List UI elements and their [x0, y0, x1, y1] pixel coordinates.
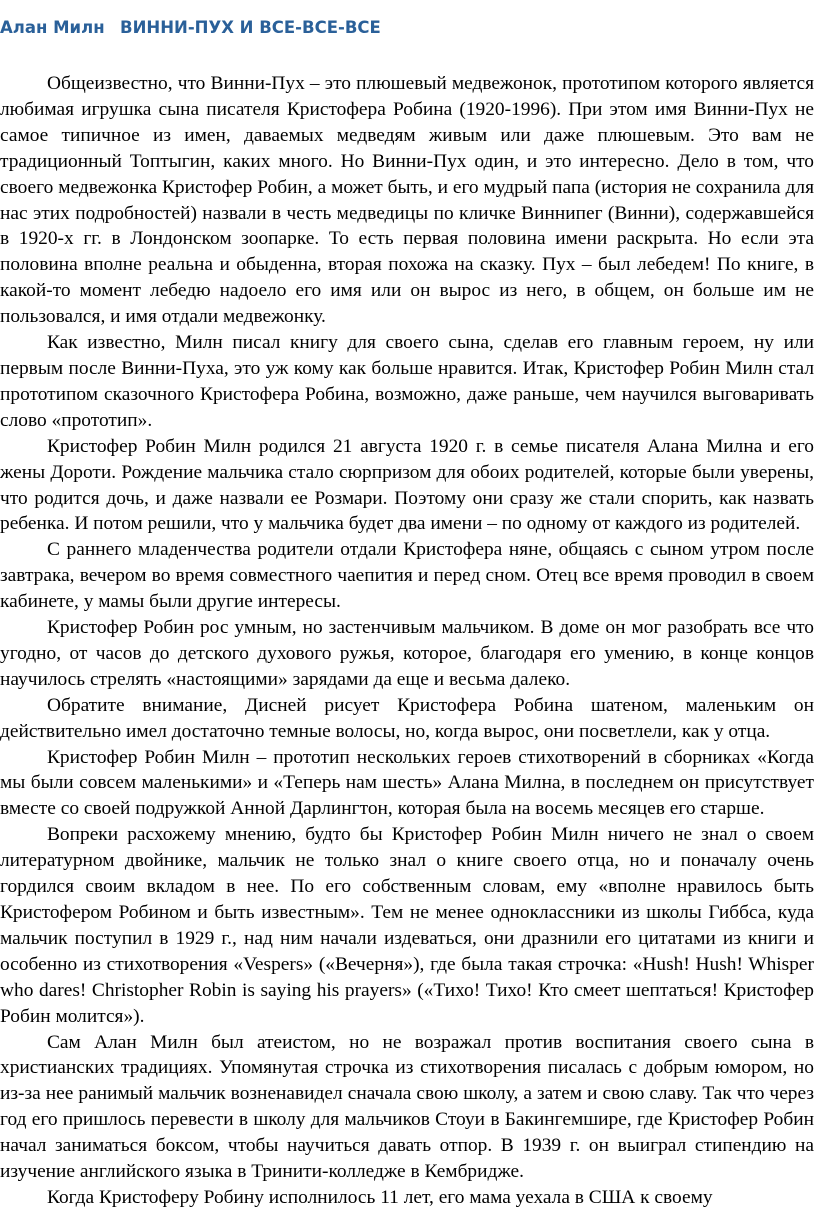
paragraph: Кристофер Робин рос умным, но застенчивым мальчиком. В доме он мог разобрать все что угодно, от часов до детского духового ружья, которое, благодаря его умению, в конце концов научилось стрелять «настоящими» зарядами да еще и весьма далеко.	[0, 617, 814, 690]
paragraph: Сам Алан Милн был атеистом, но не возражал против воспитания своего сына в христианских традициях. Упомянутая строчка из стихотворения писалась с добрым юмором, но из-за нее ранимый мальчик возненавидел сначала свою школу, а затем и свою славу. Так что через год его пришлось перевести в школу для мальчиков Стоуи в Бакингемшире, где Кристофер Робин начал заниматься боксом, чтобы научиться давать отпор. В 1939 г. он выиграл стипендию на изучение английского языка в Тринити-колледже в Кембридже.	[0, 1031, 814, 1183]
paragraph: Вопреки расхожему мнению, будто бы Кристофер Робин Милн ничего не знал о своем литературном двойнике, мальчик не только знал о книге своего отца, но и поначалу очень гордился своим вкладом в нее. По его собственным словам, ему «вполне нравилось быть Кристофером Робином и быть известным». Тем не менее одноклассники из школы Гиббса, куда мальчик поступил в 1929 г., над ним начали издеваться, они дразнили его цитатами из книги и особенно из стихотворения «Vespers» («Вечерня»), где была такая строчка: «Hush! Hush! Whisper who dares! Christopher Robin is saying his prayers» («Тихо! Тихо! Кто смеет шептаться! Кристофер Робин молится»).	[0, 824, 814, 1027]
running-header	[0, 18, 381, 37]
paragraph: Обратите внимание, Дисней рисует Кристофера Робина шатеном, маленьким он действительно имел достаточно темные волосы, но, когда вырос, они посветлели, как у отца.	[0, 694, 814, 742]
paragraph: Кристофер Робин Милн родился 21 августа 1920 г. в семье писателя Алана Милна и его жены Дороти. Рождение мальчика стало сюрпризом для обоих родителей, которые были уверены, что родится дочь, и даже назвали ее Розмари. Поэтому они сразу же стали спорить, как назвать ребенка. И потом решили, что у мальчика будет два имени – по одному от каждого из родителей.	[0, 435, 814, 535]
header-title: ВИННИ-ПУХ И ВСЕ-ВСЕ-ВСЕ	[120, 18, 381, 37]
body-text	[0, 71, 814, 1211]
paragraph: Когда Кристоферу Робину исполнилось 11 лет, его мама уехала в США к своему	[47, 1186, 713, 1208]
paragraph: Кристофер Робин Милн – прототип нескольких героев стихотворений в сборниках «Когда мы были совсем маленькими» и «Теперь нам шесть» Алана Милна, в последнем он присутствует вместе со своей подружкой Анной Дарлингтон, которая была на восемь месяцев его старше.	[0, 746, 814, 820]
paragraph: Как известно, Милн писал книгу для своего сына, сделав его главным героем, ну или первым после Винни-Пуха, это уж кому как больше нравится. Итак, Кристофер Робин Милн стал прототипом сказочного Кристофера Робина, возможно, даже раньше, чем научился выговаривать слово «прототип».	[0, 332, 814, 431]
paragraph: С раннего младенчества родители отдали Кристофера няне, общаясь с сыном утром после завтрака, вечером во время совместного чаепития и перед сном. Отец все время проводил в своем кабинете, у мамы были другие интересы.	[0, 539, 814, 613]
header-author: Алан Милн	[0, 18, 105, 37]
paragraph: Общеизвестно, что Винни-Пух – это плюшевый медвежонок, прототипом которого является любимая игрушка сына писателя Кристофера Робина (1920-1996). При этом имя Винни-Пух не самое типичное из имен, даваемых медведям живым или даже плюшевым. Это вам не традиционный Топтыгин, каких много. Но Винни-Пух один, и это интересно. Дело в том, что своего медвежонка Кристофер Робин, а может быть, и его мудрый папа (история не сохранила для нас этих подробностей) назвали в честь медведицы по кличке Виннипег (Винни), содержавшейся в 1920-х гг. в Лондонском зоопарке. То есть первая половина имени раскрыта. Но если эта половина вполне реальна и обыденна, вторая похожа на сказку. Пух – был лебедем! По книге, в какой-то момент лебедю надоело его имя или он вырос из него, в общем, он больше им не пользовался, и имя отдали медвежонку.	[0, 73, 814, 328]
